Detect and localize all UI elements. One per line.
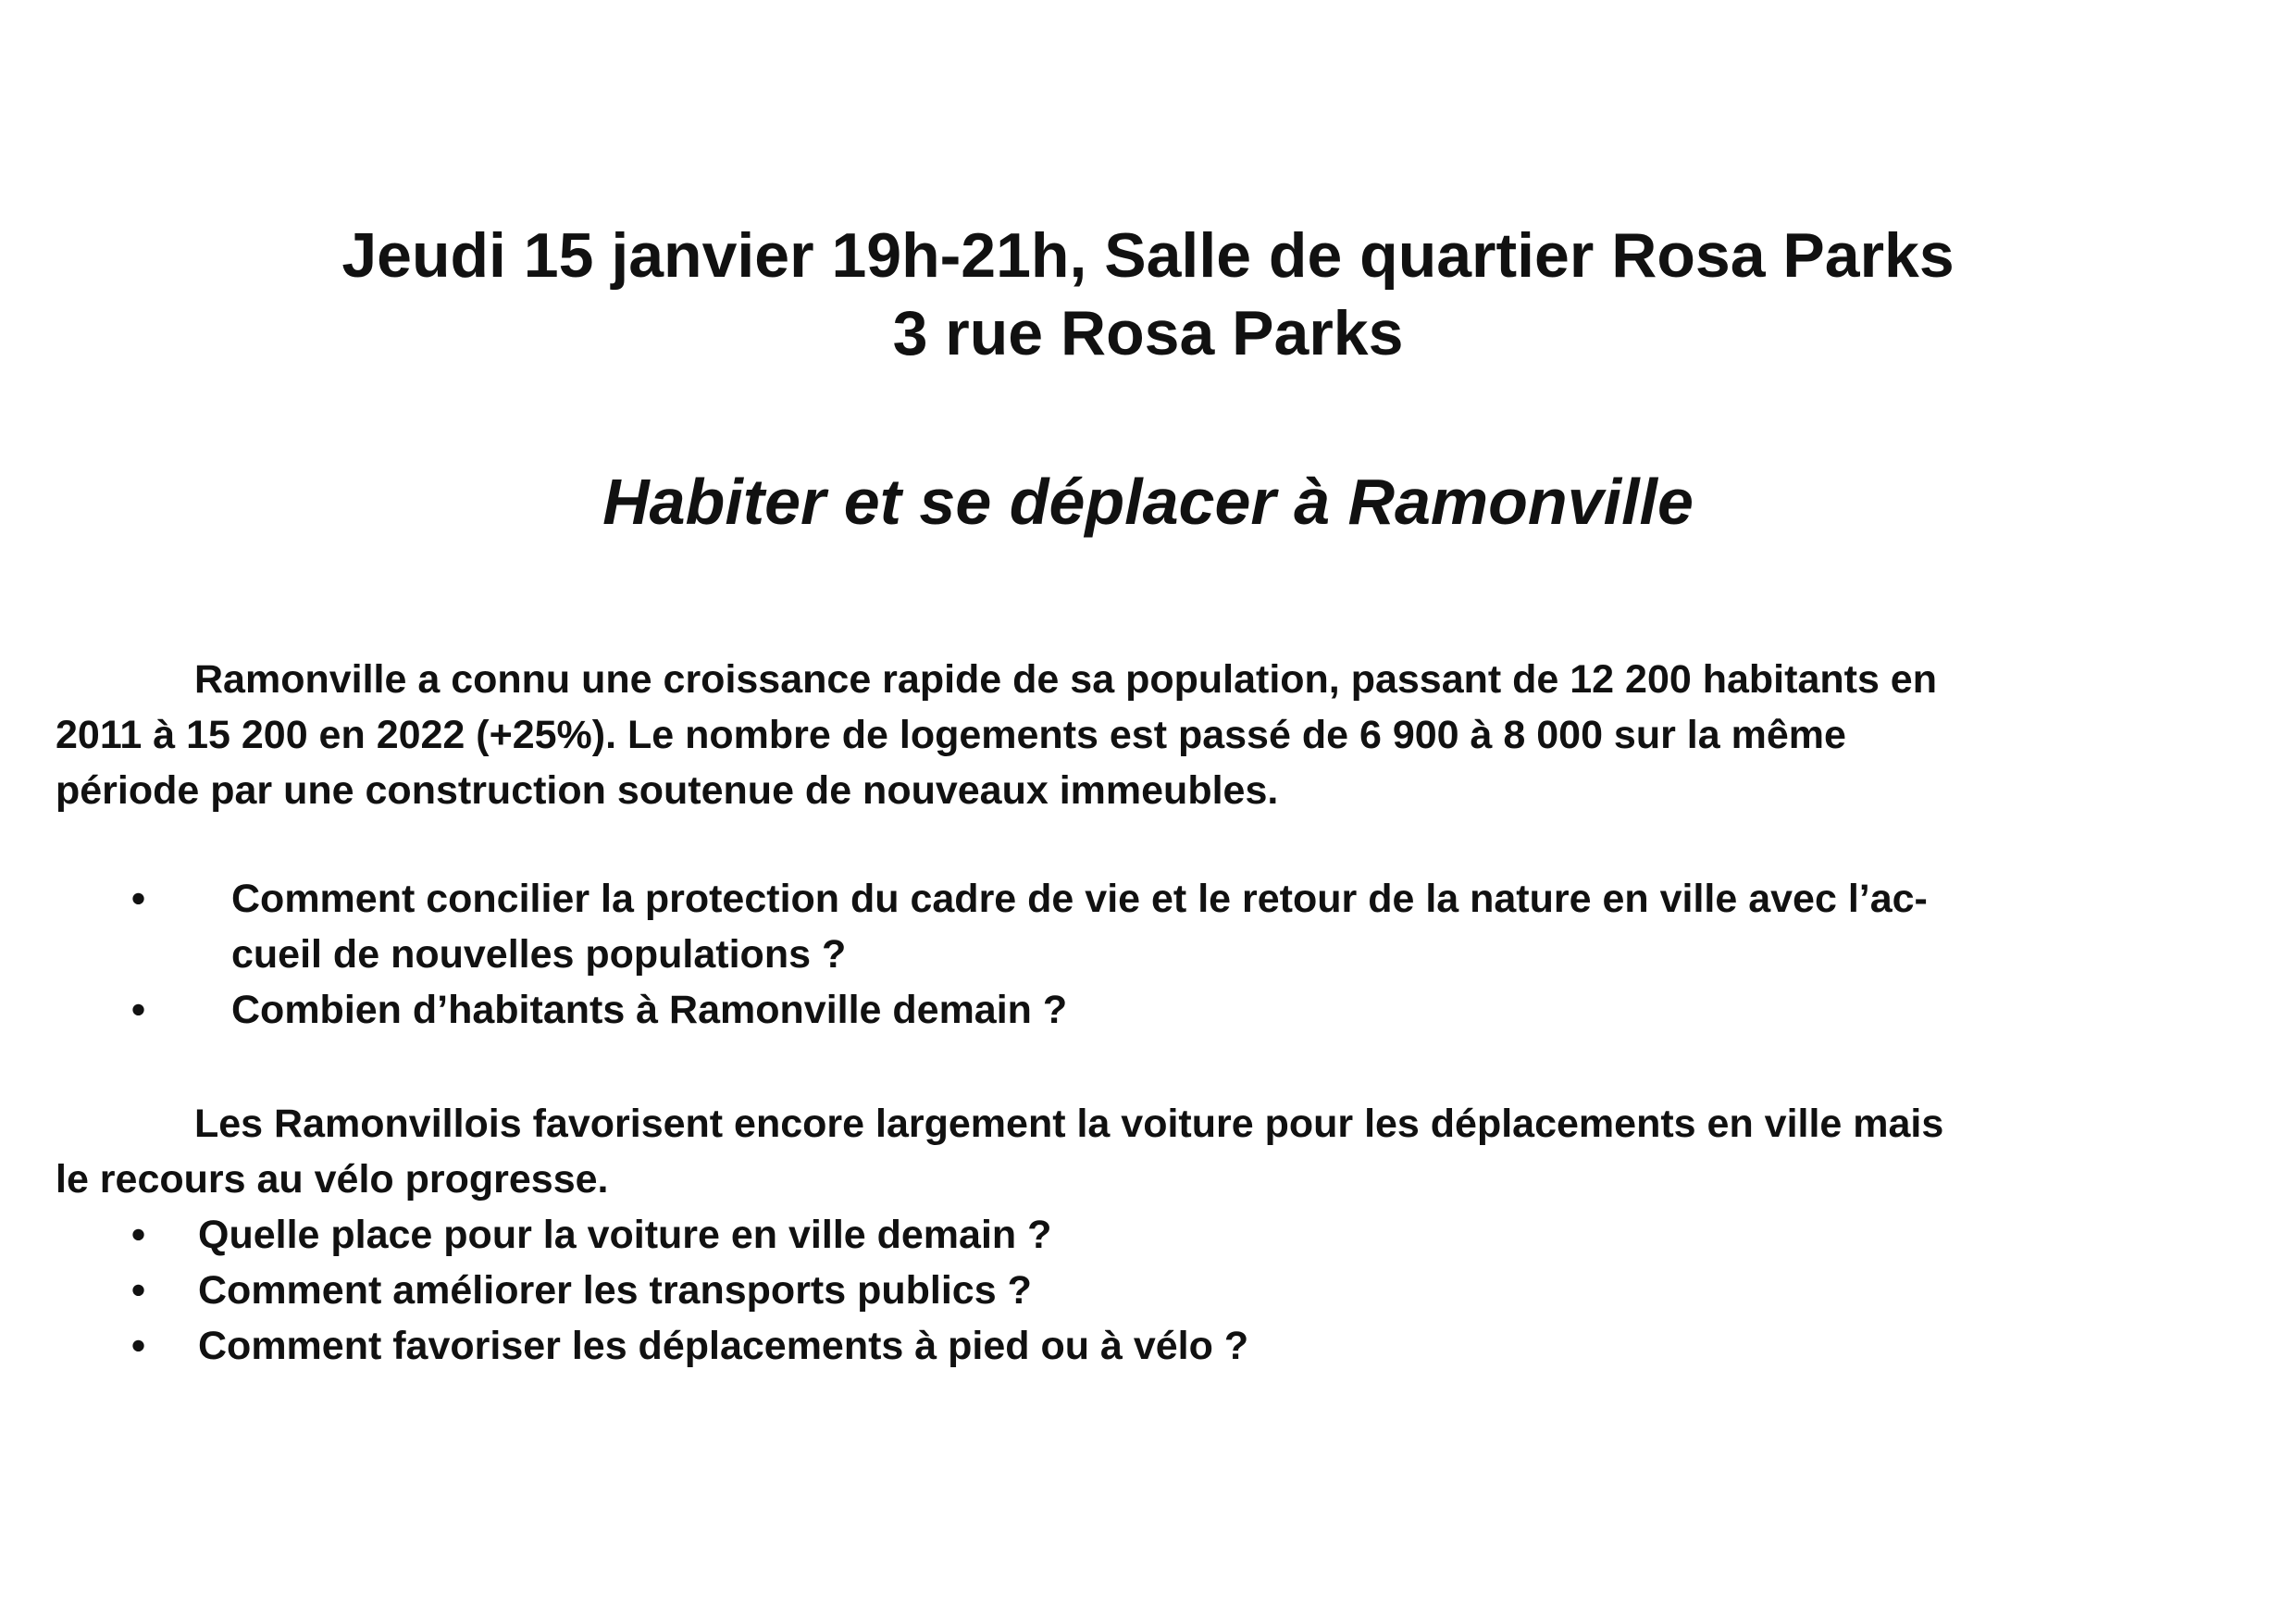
- section1-bullet-1-line-2: cueil de nouvelles populations ?: [231, 932, 847, 977]
- section2-paragraph-line-2: le recours au vélo progresse.: [56, 1157, 609, 1202]
- section1-paragraph-line-2: 2011 à 15 200 en 2022 (+25%). Le nombre de logements est passé de 6 900 à 8 000 sur la même: [56, 713, 1846, 757]
- section2-bullet-2: Comment améliorer les transports publics ?: [198, 1268, 1032, 1313]
- bullet-marker: •: [131, 877, 146, 921]
- section1-bullet-1-line-1: Comment concilier la protection du cadre de vie et le retour de la nature en ville avec l’ac-: [231, 877, 1928, 921]
- bullet-marker: •: [131, 1213, 146, 1257]
- document-title: Habiter et se déplacer à Ramonville: [602, 466, 1694, 538]
- bullet-marker: •: [131, 988, 146, 1032]
- bullet-marker: •: [131, 1268, 146, 1313]
- section2-bullet-1: Quelle place pour la voiture en ville demain ?: [198, 1213, 1052, 1257]
- event-address: 3 rue Rosa Parks: [892, 298, 1404, 368]
- section1-paragraph-line-1: Ramonville a connu une croissance rapide de sa population, passant de 12 200 habitants en: [194, 657, 1937, 702]
- event-date-location: Jeudi 15 janvier 19h-21h, Salle de quartier Rosa Parks: [341, 220, 1955, 291]
- section2-paragraph-line-1: Les Ramonvillois favorisent encore largement la voiture pour les déplacements en ville mais: [194, 1102, 1944, 1146]
- section2-bullet-3: Comment favoriser les déplacements à pied ou à vélo ?: [198, 1324, 1249, 1368]
- bullet-marker: •: [131, 1324, 146, 1368]
- section1-bullet-2: Combien d’habitants à Ramonville demain ?: [231, 988, 1068, 1032]
- section1-paragraph-line-3: période par une construction soutenue de nouveaux immeubles.: [56, 768, 1279, 813]
